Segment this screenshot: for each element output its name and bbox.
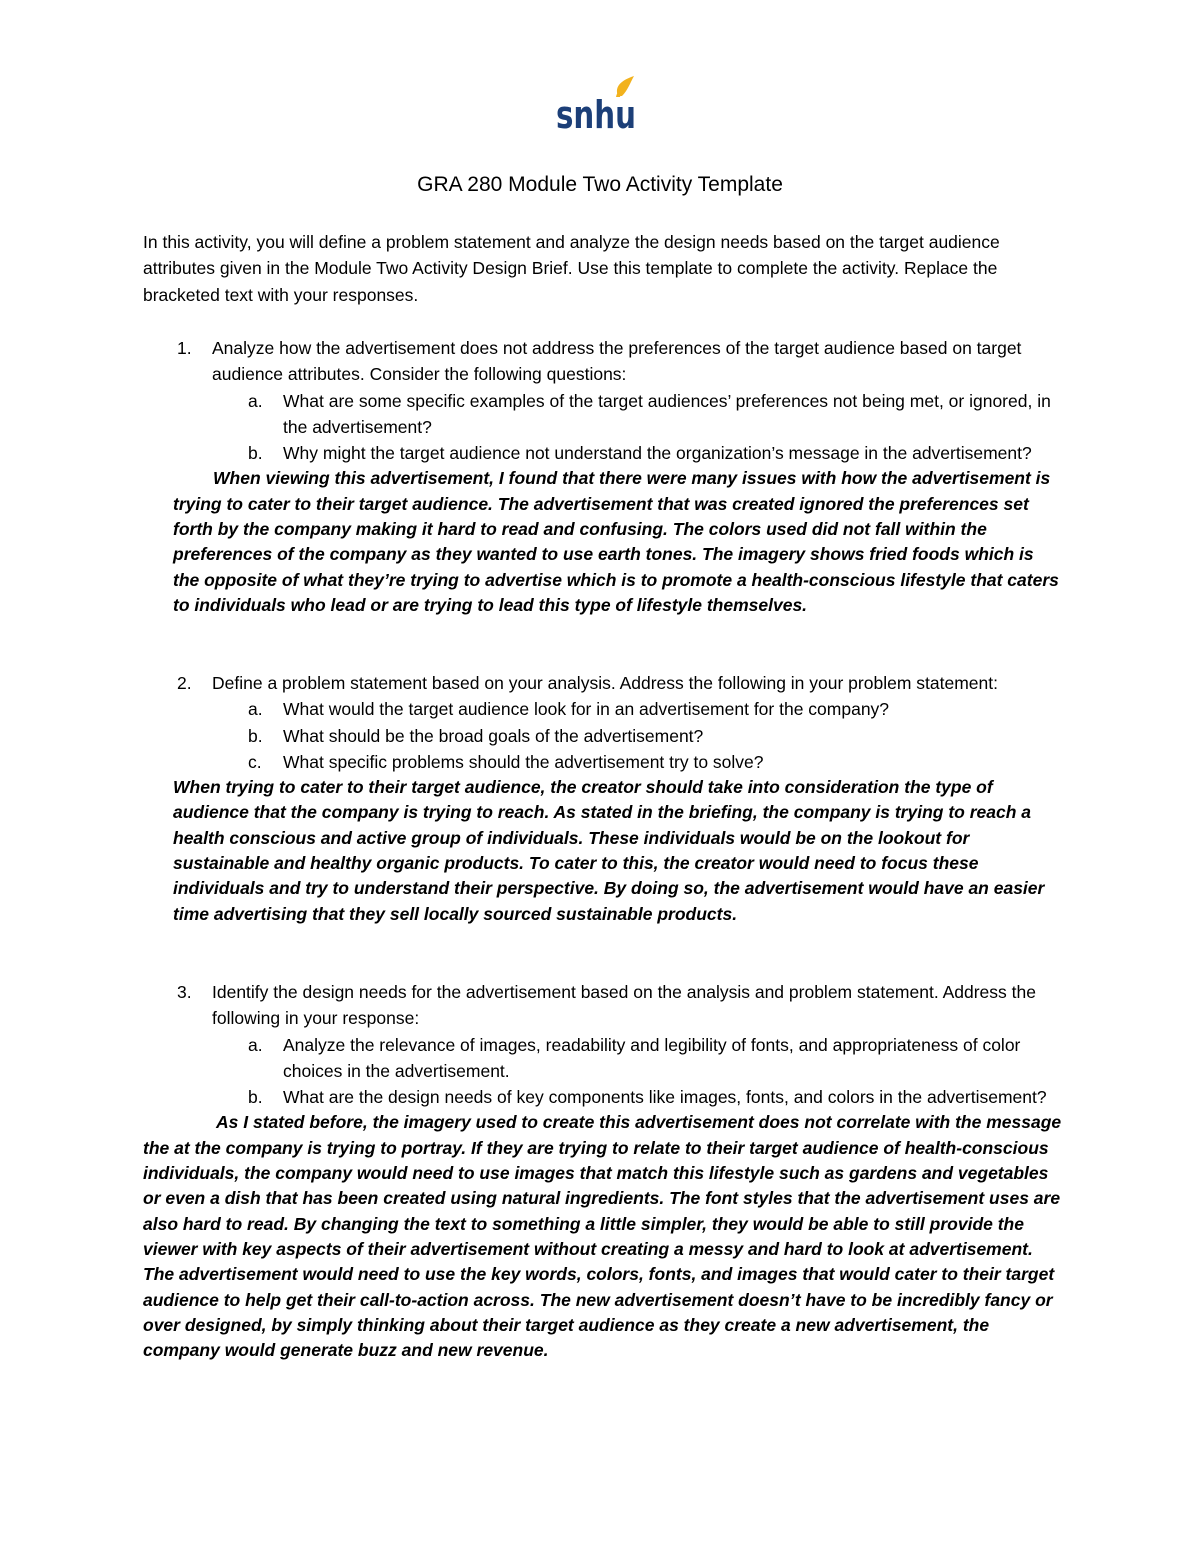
document-title: GRA 280 Module Two Activity Template (417, 173, 783, 196)
sub-question-item (143, 749, 1063, 775)
question-section-1 (143, 335, 1063, 618)
question-item (143, 670, 1063, 696)
snhu-logo (556, 76, 640, 137)
logo-wordmark: snhu (556, 93, 636, 137)
sub-question-item (143, 440, 1063, 466)
sub-question-text: Analyze the relevance of images, readability and legibility of fonts, and appropriateness of color choices in the advertisement. (283, 1034, 1021, 1081)
snhu-logo-graphic (556, 76, 640, 137)
sub-question-item (143, 388, 1063, 441)
sub-question-letter: b. (248, 1087, 263, 1108)
question-text: Analyze how the advertisement does not address the preferences of the target audience based on target audience attributes. Consider the following questions: (212, 338, 1022, 385)
sub-question-letter: b. (248, 443, 263, 464)
answer-paragraph: When viewing this advertisement, I found that there were many issues with how the advertisement is trying to cater to their target audience. The advertisement that was created ignored the preferences set forth by the company making it hard to read and confusing. The colors used did not fall within the preferences of the company as they wanted to use earth tones. The imagery shows fried foods which is the opposite of what they’re trying to advertise which is to promote a health-conscious lifestyle that caters to individuals who lead or are trying to lead this type of lifestyle themselves. (173, 468, 1059, 615)
question-item (143, 335, 1063, 388)
question-text: Define a problem statement based on your analysis. Address the following in your problem statement: (212, 673, 998, 693)
sub-question-text: What are some specific examples of the target audiences’ preferences not being met, or ignored, in the advertisement? (283, 390, 1051, 437)
sub-question-text: What should be the broad goals of the advertisement? (283, 725, 704, 746)
question-section-2 (143, 670, 1063, 927)
question-number: 1. (177, 338, 192, 358)
sub-question-letter: a. (248, 390, 263, 411)
sub-question-letter: a. (248, 699, 263, 720)
question-text: Identify the design needs for the advertisement based on the analysis and problem statement. Address the following in your response: (212, 982, 1036, 1029)
sub-question-text: What are the design needs of key components like images, fonts, and colors in the advertisement? (283, 1087, 1047, 1108)
sub-question-text: Why might the target audience not understand the organization’s message in the advertisement? (283, 443, 1032, 464)
answer-paragraph: As I stated before, the imagery used to create this advertisement does not correlate with the message the at the company is trying to portray. If they are trying to relate to their target audience of health-conscious individuals, the company would need to use images that match this lifestyle such as gardens and vegetables or even a dish that has been created using natural ingredients. The font styles that the advertisement uses are also hard to read. By changing the text to something a little simpler, they would be able to still provide the viewer with key aspects of their advertisement without creating a messy and hard to look at advertisement. The advertisement would need to use the key words, colors, fonts, and images that would cater to their target audience to help get their call-to-action across. The new advertisement doesn’t have to be incredibly fancy or over designed, by simply thinking about their target audience as they create a new advertisement, the company would generate buzz and new revenue. (143, 1112, 1062, 1361)
sub-question-letter: b. (248, 725, 263, 746)
intro-paragraph: In this activity, you will define a problem statement and analyze the design needs based on the target audience attributes given in the Module Two Activity Design Brief. Use this template to complete the activity. Replace the bracketed text with your responses. (143, 232, 1000, 305)
question-section-3 (143, 979, 1063, 1363)
sub-question-text: What specific problems should the advertisement try to solve? (283, 751, 764, 772)
answer-paragraph: When trying to cater to their target audience, the creator should take into consideration the type of audience that the company is trying to reach. As stated in the briefing, the company is trying to reach a health conscious and active group of individuals. These individuals would be on the lookout for sustainable and healthy organic products. To cater to this, the creator would need to focus these individuals and try to understand their perspective. By doing so, the advertisement would have an easier time advertising that they sell locally sourced sustainable products. (173, 777, 1045, 924)
question-number: 2. (177, 673, 192, 693)
sub-question-item (143, 1084, 1063, 1110)
sub-question-item (143, 696, 1063, 722)
question-number: 3. (177, 982, 192, 1002)
sub-question-item (143, 1032, 1063, 1085)
question-item (143, 979, 1063, 1032)
sub-question-item (143, 723, 1063, 749)
sub-question-text: What would the target audience look for in an advertisement for the company? (283, 699, 890, 720)
sub-question-letter: a. (248, 1034, 263, 1055)
sub-question-letter: c. (248, 751, 262, 772)
